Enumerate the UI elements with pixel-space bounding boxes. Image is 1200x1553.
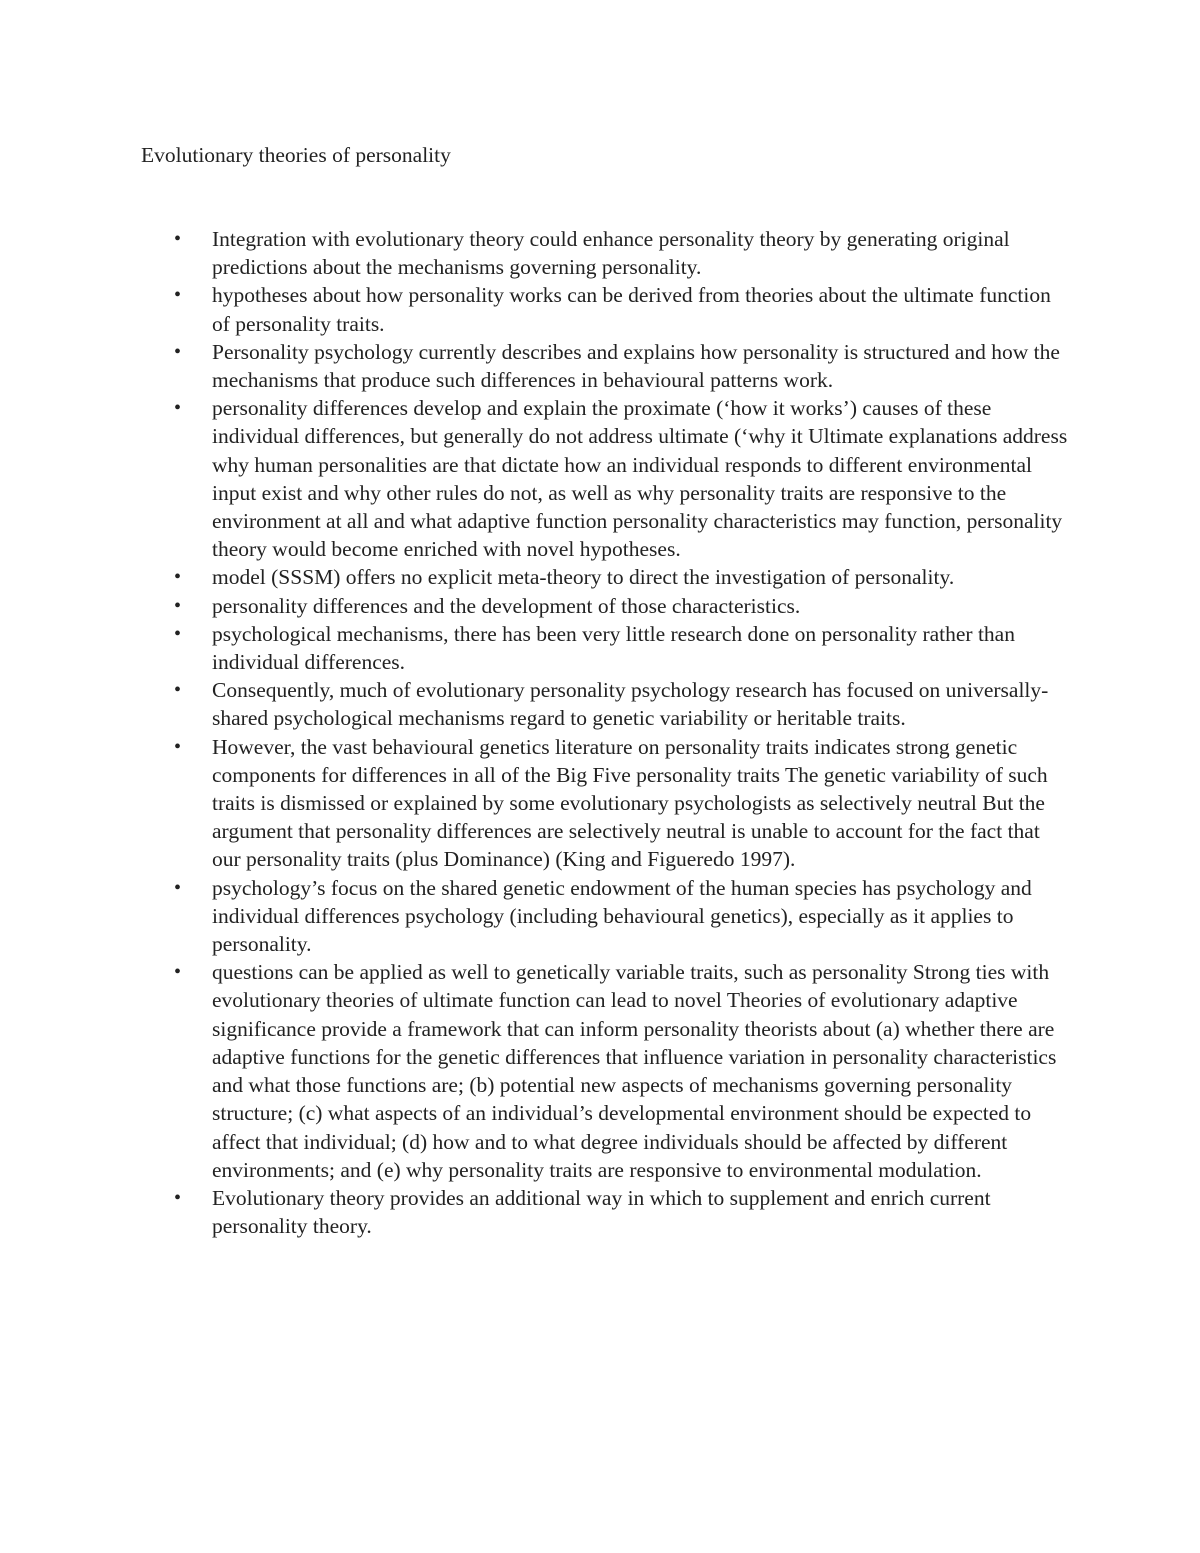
bullet-icon: • [174, 340, 182, 363]
bullet-icon: • [174, 735, 182, 758]
list-item-text: model (SSSM) offers no explicit meta-theory to direct the investigation of personality. [212, 565, 955, 590]
bullet-icon: • [174, 961, 182, 984]
list-item-text: Evolutionary theory provides an additional way in which to supplement and enrich current personality theory. [212, 1185, 991, 1239]
bullet-list [141, 225, 1071, 1240]
list-item [141, 733, 1071, 874]
bullet-icon: • [174, 876, 182, 899]
list-item-text: However, the vast behavioural genetics literature on personality traits indicates strong genetic components for differences in all of the Big Five personality traits The genetic variability of such traits is dismissed or explained by some evolutionary psychologists as selectively neutral But the argument that personality differences are selectively neutral is unable to account for the fact that our personality traits (plus Dominance) (King and Figueredo 1997). [212, 734, 1048, 872]
list-item [141, 874, 1071, 959]
bullet-icon: • [174, 594, 182, 617]
list-item [141, 958, 1071, 1184]
list-item-text: Personality psychology currently describes and explains how personality is structured and how the mechanisms that produce such differences in behavioural patterns work. [212, 339, 1060, 393]
bullet-icon: • [174, 397, 182, 420]
list-item-text: personality differences and the development of those characteristics. [212, 593, 801, 618]
list-item [141, 281, 1071, 337]
list-item [141, 338, 1071, 394]
list-item [141, 563, 1071, 591]
bullet-icon: • [174, 622, 182, 645]
list-item-text: Consequently, much of evolutionary personality psychology research has focused on universally-shared psychological mechanisms regard to genetic variability or heritable traits. [212, 678, 1049, 731]
list-item [141, 394, 1071, 563]
bullet-icon: • [174, 284, 182, 307]
list-item-text: hypotheses about how personality works can be derived from theories about the ultimate function of personality traits. [212, 283, 1051, 336]
list-item [141, 676, 1071, 732]
list-item-text: psychology’s focus on the shared genetic endowment of the human species has psychology and individual differences psychology (including behavioural genetics), especially as it applies to personality. [212, 875, 1032, 957]
list-item-text: psychological mechanisms, there has been very little research done on personality rather than individual differences. [212, 621, 1015, 675]
list-item [141, 225, 1071, 281]
list-item [141, 620, 1071, 676]
list-item [141, 1184, 1071, 1240]
bullet-icon: • [174, 1186, 182, 1209]
bullet-icon: • [174, 679, 182, 702]
bullet-icon: • [174, 566, 182, 589]
document-title: Evolutionary theories of personality [141, 143, 451, 167]
bullet-icon: • [174, 228, 182, 250]
list-item-text: Integration with evolutionary theory could enhance personality theory by generating original predictions about the mechanisms governing personality. [212, 227, 1010, 280]
list-item-text: questions can be applied as well to genetically variable traits, such as personality Strong ties with evolutionary theories of ultimate function can lead to novel Theories of evolutionary adaptive significance provide a framework that can inform personality theorists about (a) whether there are adaptive functions for the genetic differences that influence variation in personality characteristics and what those functions are; (b) potential new aspects of mechanisms governing personality structure; (c) what aspects of an individual’s developmental environment should be expected to affect that individual; (d) how and to what degree individuals should be affected by different environments; and (e) why personality traits are responsive to environmental modulation. [212, 960, 1057, 1182]
list-item-text: personality differences develop and explain the proximate (‘how it works’) causes of these individual differences, but generally do not address ultimate (‘why it Ultimate explanations address why human personalities are that dictate how an individual responds to different environmental input exist and why other rules do not, as well as why personality traits are responsive to the environment at all and what adaptive function personality characteristics may function, personality theory would become enriched with novel hypotheses. [212, 396, 1068, 562]
list-item [141, 592, 1071, 620]
